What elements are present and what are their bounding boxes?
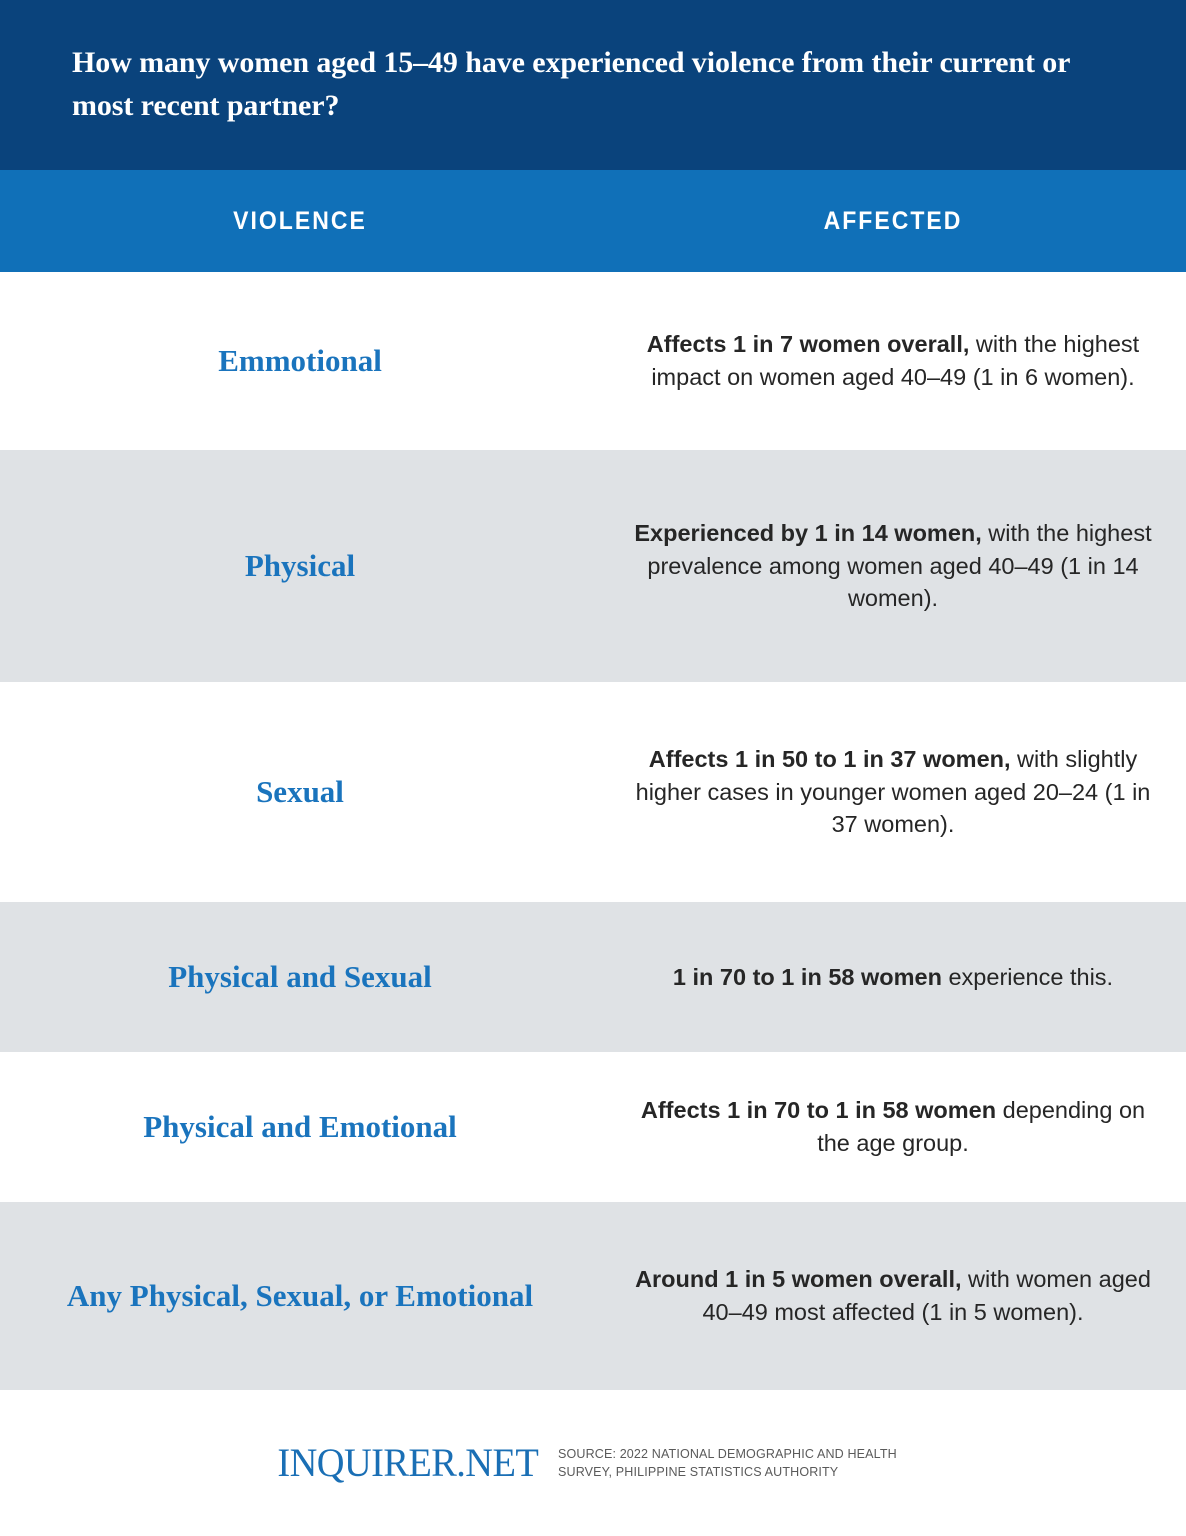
footer xyxy=(0,1390,1186,1536)
inquirer-logo: INQUIRER.NET xyxy=(277,1440,539,1485)
affected-text xyxy=(634,1094,1152,1160)
title-band xyxy=(0,0,1186,170)
affected-lead: Experienced by 1 in 14 women, xyxy=(634,519,982,546)
cell-affected xyxy=(600,743,1186,842)
table-row xyxy=(0,450,1186,682)
table-row xyxy=(0,1202,1186,1390)
cell-affected xyxy=(600,961,1186,994)
table-column-header xyxy=(0,170,1186,272)
affected-lead: 1 in 70 to 1 in 58 women xyxy=(672,963,942,990)
affected-rest: with women aged 40–49 most affected (1 in 5 women). xyxy=(702,1266,1151,1325)
affected-lead: Around 1 in 5 women overall, xyxy=(635,1266,962,1293)
affected-text xyxy=(634,743,1152,842)
violence-label: Physical and Sexual xyxy=(168,958,432,994)
cell-violence xyxy=(0,956,600,999)
cell-violence xyxy=(0,771,600,814)
table-row xyxy=(0,902,1186,1052)
affected-lead: Affects 1 in 7 women overall, xyxy=(646,331,970,358)
affected-text xyxy=(634,961,1152,994)
table-row xyxy=(0,682,1186,902)
violence-label: Physical xyxy=(244,547,356,583)
cell-violence xyxy=(0,340,600,383)
affected-text xyxy=(634,1263,1152,1329)
cell-violence xyxy=(0,545,600,588)
cell-violence xyxy=(0,1275,600,1318)
cell-affected xyxy=(600,517,1186,616)
violence-label: Physical and Emotional xyxy=(143,1108,457,1144)
source-credit xyxy=(558,1445,897,1480)
affected-lead: Affects 1 in 70 to 1 in 58 women xyxy=(640,1097,997,1124)
affected-rest: experience this. xyxy=(941,963,1114,990)
affected-rest: with the highest prevalence among women aged 40–49 (1 in 14 women). xyxy=(647,519,1152,612)
affected-text xyxy=(634,328,1152,394)
page-title: How many women aged 15–49 have experienced violence from their current or most recent partner? xyxy=(72,46,1070,122)
affected-rest: depending on the age group. xyxy=(817,1097,1146,1156)
column-header-affected: AFFECTED xyxy=(823,206,963,235)
violence-label: Sexual xyxy=(256,773,344,809)
cell-affected xyxy=(600,1094,1186,1160)
affected-rest: with slightly higher cases in younger women aged 20–24 (1 in 37 women). xyxy=(635,745,1151,838)
table-body xyxy=(0,272,1186,1390)
table-row xyxy=(0,1052,1186,1202)
cell-violence xyxy=(0,1106,600,1149)
affected-text xyxy=(634,517,1152,616)
source-line-2: SURVEY, PHILIPPINE STATISTICS AUTHORITY xyxy=(557,1464,838,1479)
column-header-violence: VIOLENCE xyxy=(233,206,367,235)
affected-rest: with the highest impact on women aged 40–49 (1 in 6 women). xyxy=(651,331,1140,390)
violence-label: Emmotional xyxy=(218,342,382,378)
violence-label: Any Physical, Sexual, or Emotional xyxy=(66,1277,534,1313)
affected-lead: Affects 1 in 50 to 1 in 37 women, xyxy=(648,745,1011,772)
cell-affected xyxy=(600,1263,1186,1329)
source-line-1: SOURCE: 2022 NATIONAL DEMOGRAPHIC AND HEALTH xyxy=(557,1446,897,1462)
table-row xyxy=(0,272,1186,450)
cell-affected xyxy=(600,328,1186,394)
